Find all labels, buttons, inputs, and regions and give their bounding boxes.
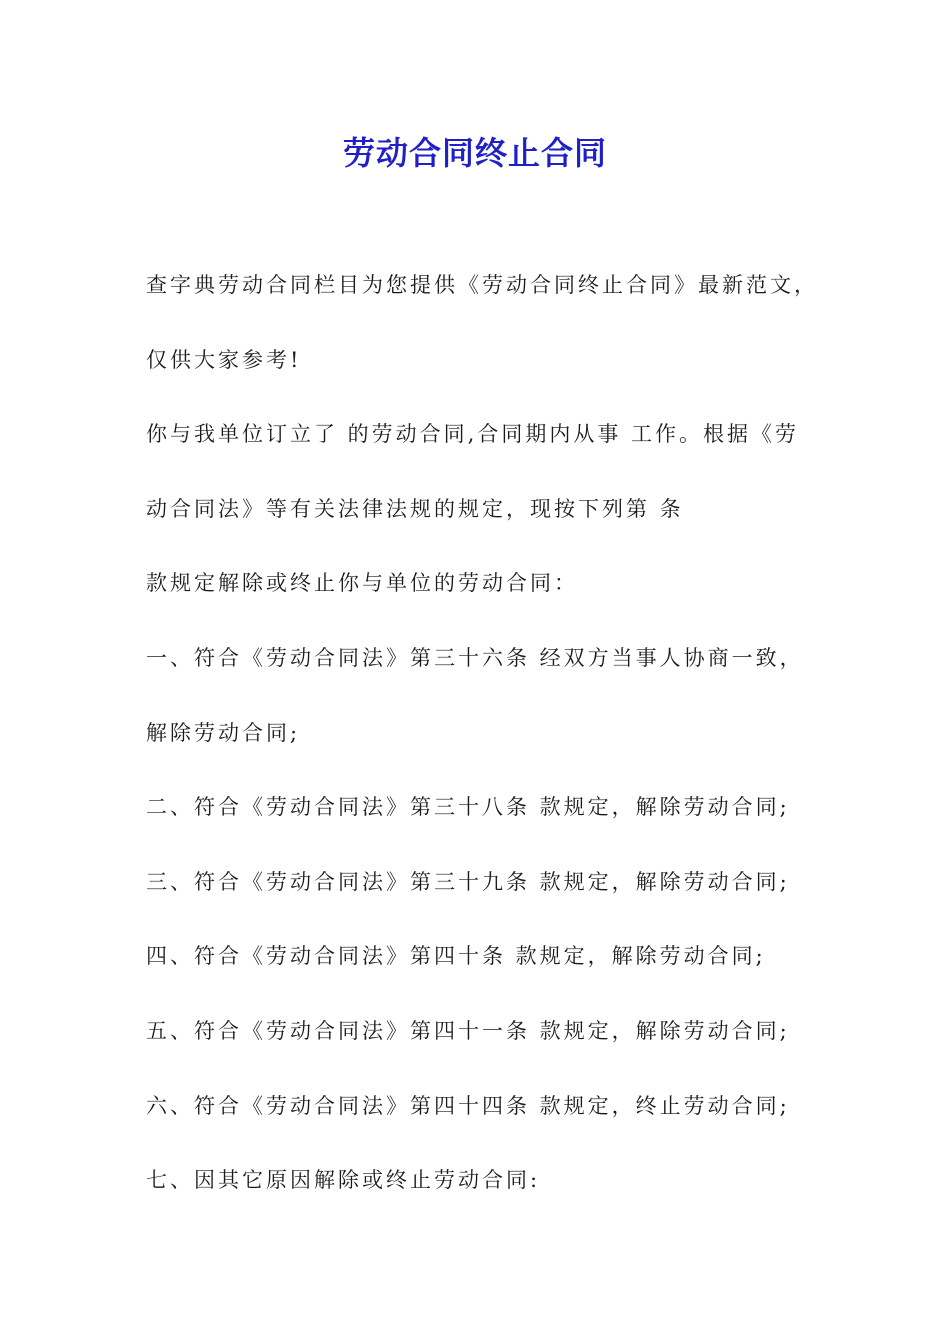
body-line-4: 动合同法》等有关法律法规的规定，现按下列第 条	[146, 496, 684, 521]
clause-6: 六、符合《劳动合同法》第四十四条 款规定，终止劳动合同;	[146, 1093, 790, 1118]
body-line-3: 你与我单位订立了 的劳动合同,合同期内从事 工作。根据《劳	[146, 422, 800, 447]
clause-3: 三、符合《劳动合同法》第三十九条 款规定，解除劳动合同;	[146, 869, 790, 894]
clause-7: 七、因其它原因解除或终止劳动合同:	[146, 1168, 541, 1193]
body-line-2: 仅供大家参考!	[146, 347, 302, 372]
clause-4: 四、符合《劳动合同法》第四十条 款规定，解除劳动合同;	[146, 944, 766, 969]
document-title: 劳动合同终止合同	[342, 134, 607, 172]
clause-1-line-1: 一、符合《劳动合同法》第三十六条 经双方当事人协商一致，	[146, 645, 804, 670]
document-body	[146, 262, 826, 1232]
clause-5: 五、符合《劳动合同法》第四十一条 款规定，解除劳动合同;	[146, 1018, 790, 1043]
clause-2: 二、符合《劳动合同法》第三十八条 款规定，解除劳动合同;	[146, 795, 790, 820]
clause-1-line-2: 解除劳动合同;	[146, 720, 301, 745]
body-line-1: 查字典劳动合同栏目为您提供《劳动合同终止合同》最新范文，	[146, 273, 818, 297]
body-line-5: 款规定解除或终止你与单位的劳动合同：	[146, 571, 578, 596]
